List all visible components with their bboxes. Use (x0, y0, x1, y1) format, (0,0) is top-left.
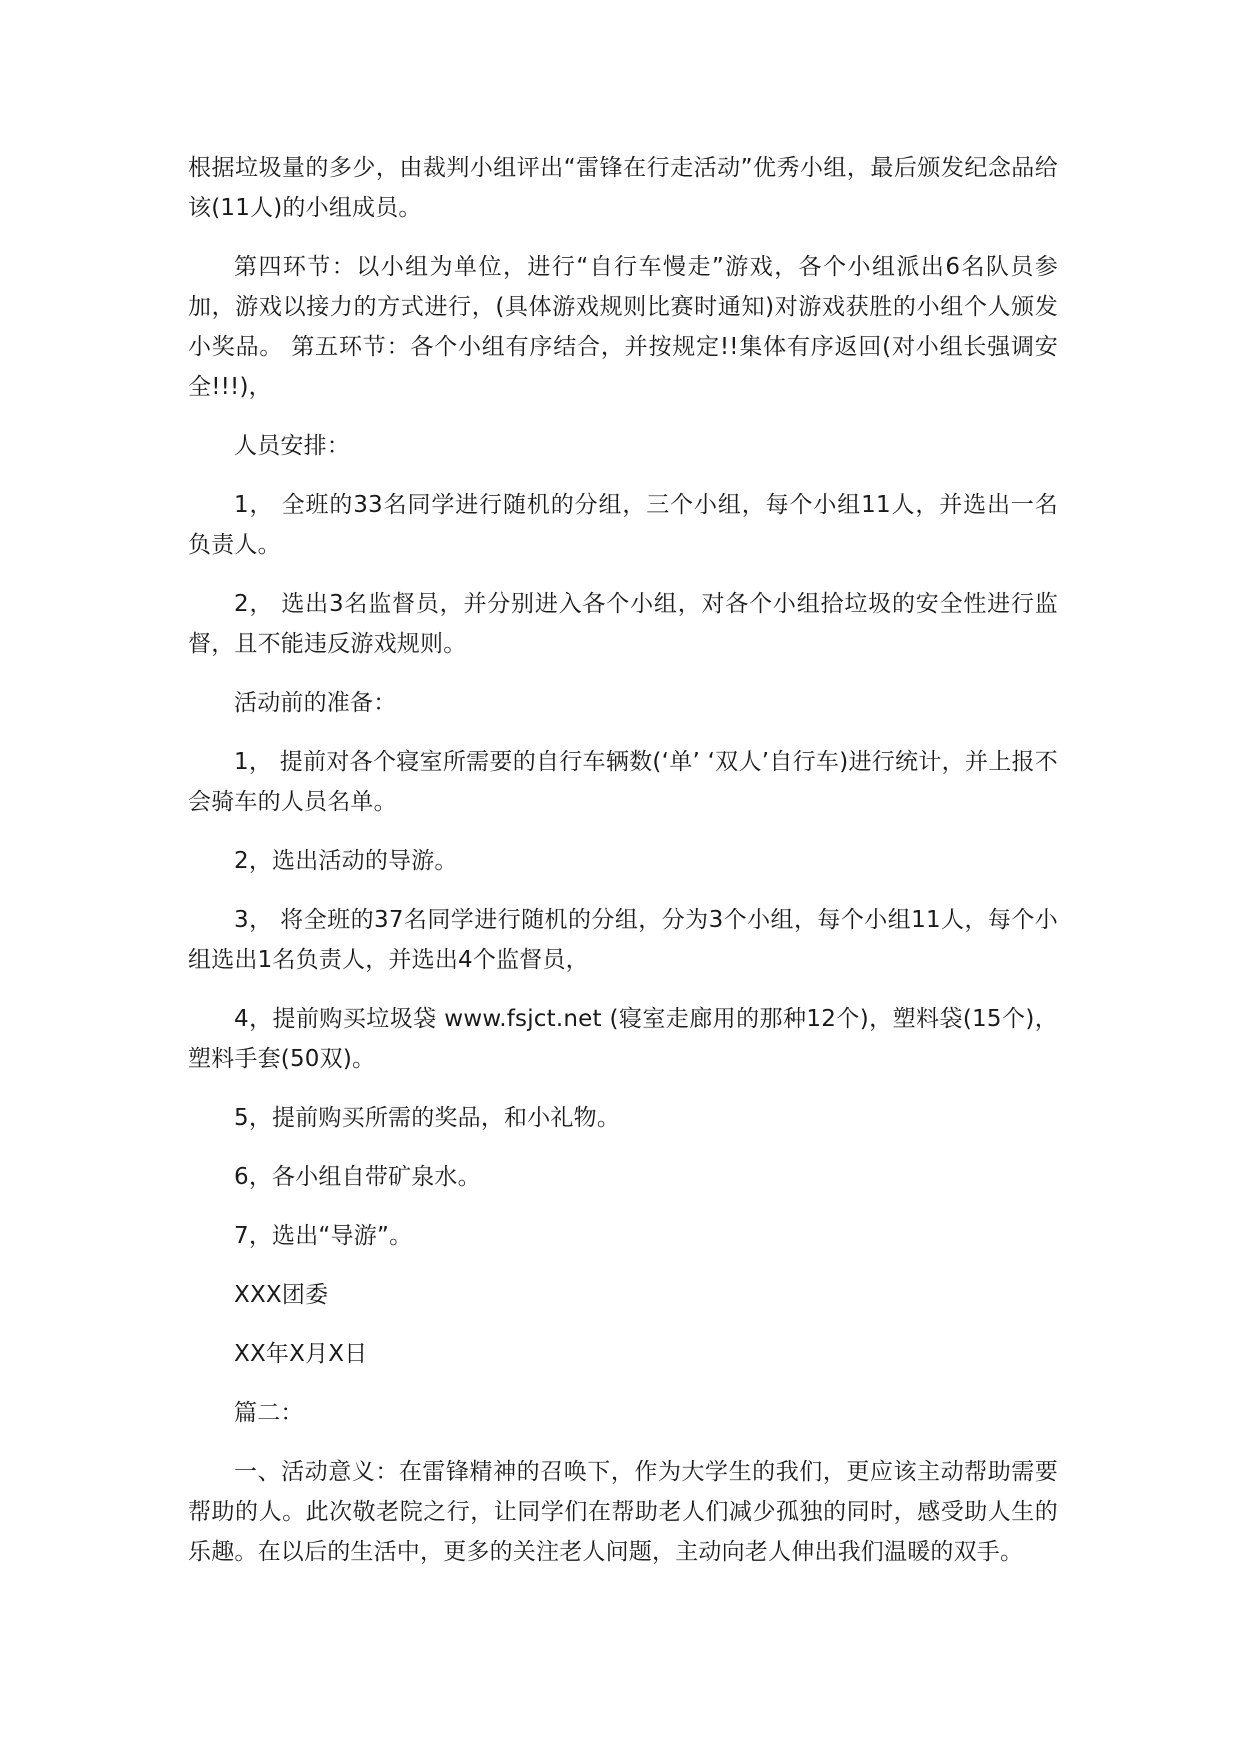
paragraph-5: 2， 选出3名监督员，并分别进入各个小组，对各个小组拾垃圾的安全性进行监督，且不能违反游戏规则。 (188, 591, 1058, 657)
paragraph-14: XXX团委 (234, 1282, 329, 1308)
paragraph-3: 人员安排： (234, 433, 350, 459)
paragraph-16: 篇二： (234, 1400, 304, 1426)
paragraph-7: 1， 提前对各个寝室所需要的自行车辆数(‘单’ ‘双人’自行车)进行统计，并上报不会骑车的人员名单。 (188, 749, 1058, 815)
paragraph-10: 4，提前购买垃圾袋 www.fsjct.net (寝室走廊用的那种12个)，塑料袋(15个)，塑料手套(50双)。 (188, 1006, 1058, 1072)
paragraph-6: 活动前的准备： (234, 690, 397, 716)
paragraph-4: 1， 全班的33名同学进行随机的分组，三个小组，每个小组11人，并选出一名负责人。 (188, 492, 1058, 558)
paragraph-9: 3， 将全班的37名同学进行随机的分组，分为3个小组，每个小组11人，每个小组选出1名负责人，并选出4个监督员， (188, 907, 1058, 973)
paragraph-12: 6，各小组自带矿泉水。 (234, 1164, 481, 1190)
paragraph-1: 根据垃圾量的多少，由裁判小组评出“雷锋在行走活动”优秀小组，最后颁发纪念品给该(11人)的小组成员。 (188, 155, 1058, 221)
paragraph-8: 2，选出活动的导游。 (234, 848, 458, 874)
paragraph-15: XX年X月X日 (234, 1341, 368, 1367)
paragraph-2: 第四环节：以小组为单位，进行“自行车慢走”游戏，各个小组派出6名队员参加，游戏以接力的方式进行，(具体游戏规则比赛时通知)对游戏获胜的小组个人颁发小奖品。 第五环节：各个小组有序结合，并按规定!!集体有序返回(对小组长强调安全!!!)， (188, 254, 1058, 400)
paragraph-13: 7，选出“导游”。 (234, 1223, 413, 1249)
document-body (188, 148, 1058, 1591)
paragraph-17: 一、活动意义：在雷锋精神的召唤下，作为大学生的我们，更应该主动帮助需要帮助的人。此次敬老院之行，让同学们在帮助老人们减少孤独的同时，感受助人生的乐趣。在以后的生活中，更多的关注老人问题，主动向老人伸出我们温暖的双手。 (188, 1459, 1058, 1565)
paragraph-11: 5，提前购买所需的奖品，和小礼物。 (234, 1105, 621, 1131)
